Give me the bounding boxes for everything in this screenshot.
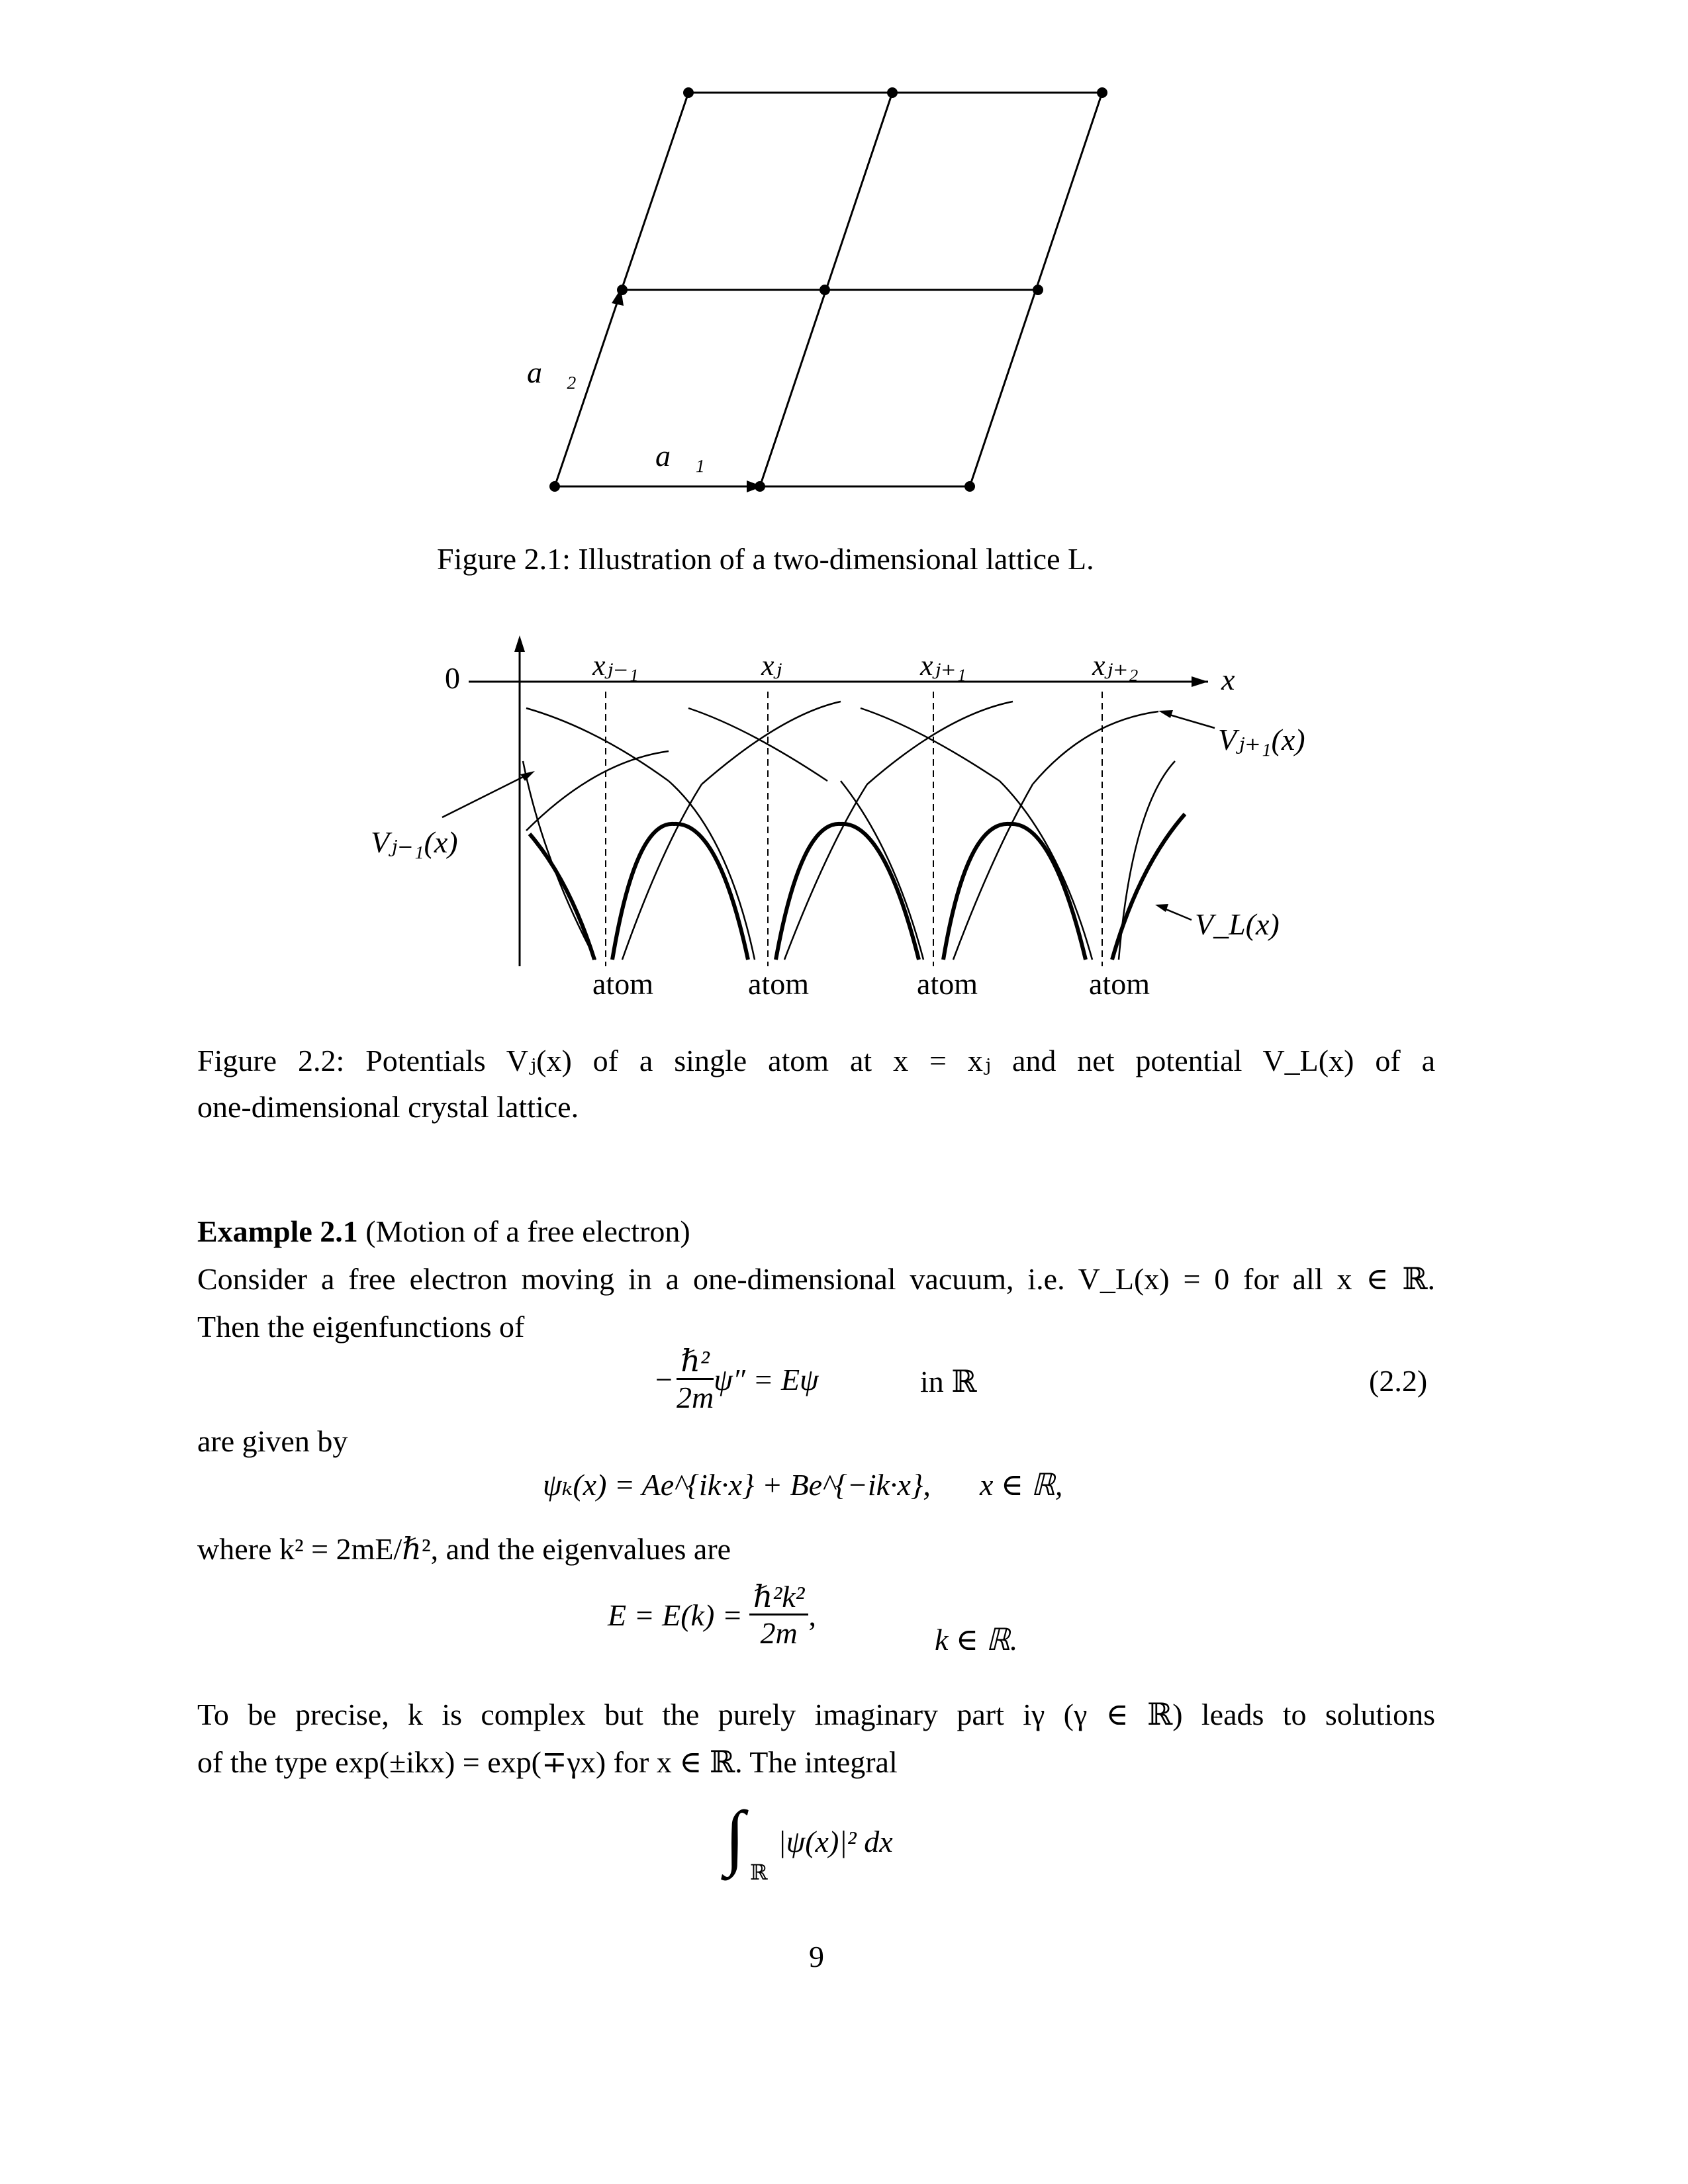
axis-x-label: x <box>1221 662 1235 696</box>
equation-number-2-2: (2.2) <box>1369 1364 1428 1398</box>
label-vj-plus-1: Vⱼ₊₁(x) <box>1218 723 1305 756</box>
where-line: where k² = 2mE/ℏ², and the eigenvalues are <box>197 1532 731 1566</box>
example-title: Example 2.1 <box>197 1214 358 1248</box>
precise-line1: To be precise, k is complex but the purely imaginary part iγ (γ ∈ ℝ) leads to solutions <box>197 1698 1435 1731</box>
eq22-numerator: ℏ² <box>677 1345 713 1380</box>
eq22-domain: in ℝ <box>920 1365 977 1398</box>
figure-2-2-caption-line1: Figure 2.2: Potentials Vⱼ(x) of a single atom at x = xⱼ and net potential V_L(x) of a <box>197 1044 1435 1077</box>
energy-numerator: ℏ²k² <box>749 1580 809 1615</box>
energy-lhs: E = E(k) = <box>608 1598 743 1632</box>
integral-integrand: |ψ(x)|² dx <box>778 1825 893 1858</box>
atom-label: atom <box>917 967 978 1001</box>
energy-domain: k ∈ ℝ. <box>935 1623 1018 1657</box>
atom-label: atom <box>1089 967 1150 1001</box>
potential-figure <box>0 0 1688 993</box>
figure-2-2-caption-line2: one-dimensional crystal lattice. <box>197 1090 579 1124</box>
example-subtitle: (Motion of a free electron) <box>365 1214 690 1248</box>
example-line1: Consider a free electron moving in a one-dimensional vacuum, i.e. V_L(x) = 0 for all x ∈ ℝ. <box>197 1262 1435 1296</box>
label-a2: a⃗₂ <box>527 355 577 389</box>
eq22-rest: ψ″ = Eψ <box>714 1363 819 1396</box>
eigenfunction-domain: x ∈ ℝ, <box>980 1468 1063 1502</box>
page-number: 9 <box>809 1940 824 1974</box>
tick-label-xj+1: xⱼ₊₁ <box>920 649 966 682</box>
label-vj-minus-1: Vⱼ₋₁(x) <box>371 825 458 859</box>
label-a1: a⃗₁ <box>655 439 705 473</box>
figure-2-1-caption: Figure 2.1: Illustration of a two-dimensional lattice L. <box>437 542 1094 576</box>
atom-label: atom <box>592 967 653 1001</box>
eigenfunction-equation: ψₖ(x) = Ae^{ik·x} + Be^{−ik·x}, <box>543 1468 931 1502</box>
tick-label-xj+2: xⱼ₊₂ <box>1092 649 1139 682</box>
axis-zero-label: 0 <box>445 661 460 695</box>
example-heading <box>197 1208 690 1255</box>
eq22-denominator: 2m <box>676 1381 714 1414</box>
given-by-text: are given by <box>197 1424 348 1458</box>
tick-label-xj: xⱼ <box>761 649 782 682</box>
label-vl: V_L(x) <box>1195 907 1280 941</box>
equation-2-2: − $\frac{\text{ℏ²}}{2m}$ ψ″ = Eψ <box>655 1344 819 1414</box>
eq22-fraction <box>677 1345 714 1414</box>
atom-label: atom <box>748 967 809 1001</box>
energy-denominator: 2m <box>760 1616 798 1650</box>
energy-fraction <box>749 1580 809 1650</box>
integral-sign: ∫ <box>725 1796 745 1877</box>
tick-label-xj-1: xⱼ₋₁ <box>592 649 639 682</box>
example-line2: Then the eigenfunctions of <box>197 1310 525 1343</box>
energy-equation: E = E(k) = $\frac{\text{ℏ²k²}}{2m}$ , <box>608 1580 816 1650</box>
precise-line2: of the type exp(±ikx) = exp(∓γx) for x ∈ ℝ. The integral <box>197 1745 898 1779</box>
integral-subscript: ℝ <box>750 1860 768 1884</box>
